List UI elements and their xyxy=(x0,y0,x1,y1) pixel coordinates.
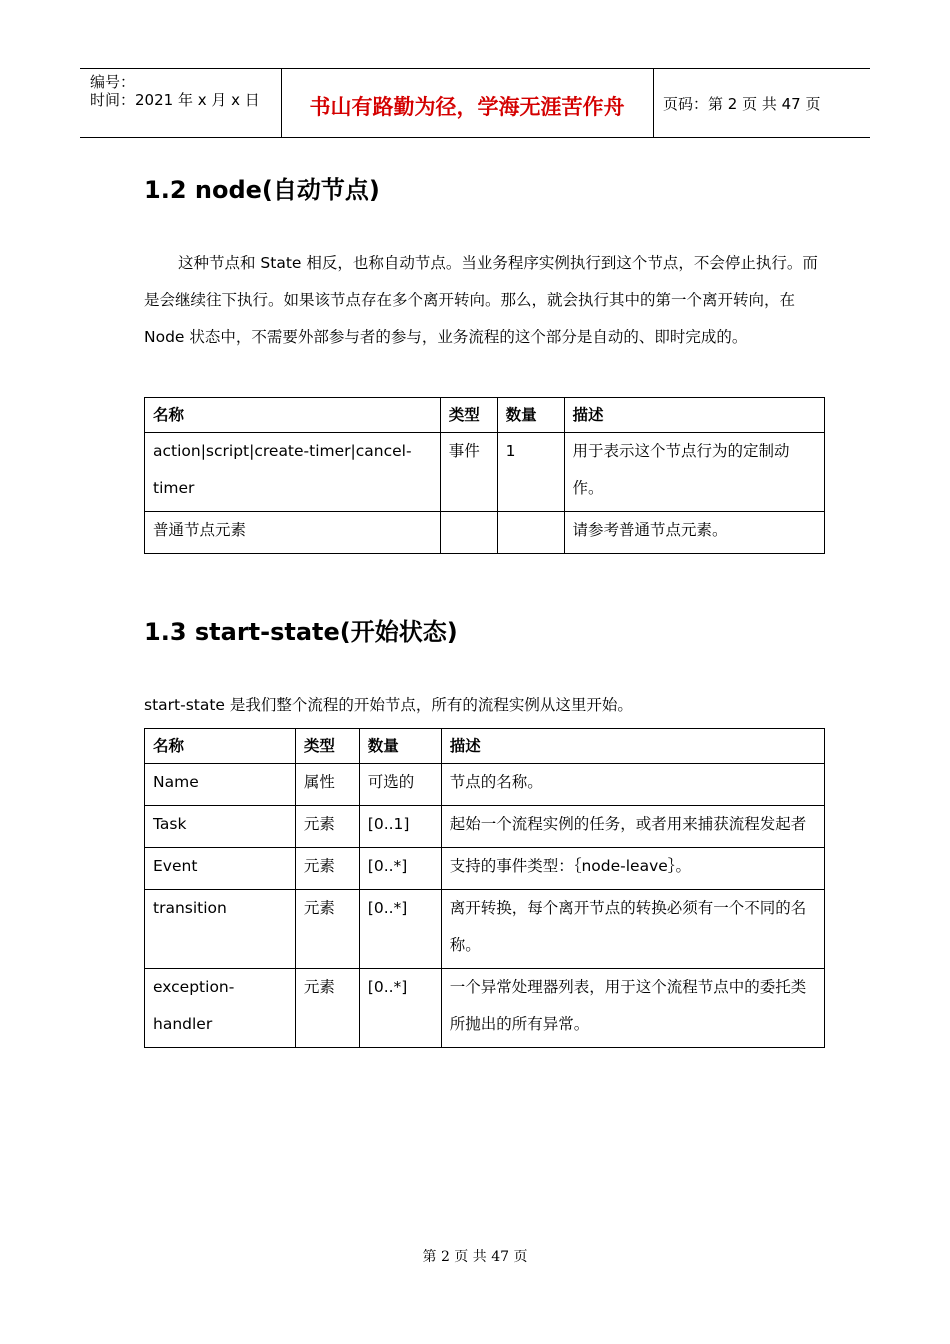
table-cell: 普通节点元素 xyxy=(145,512,441,554)
page-footer: 第 2 页 共 47 页 xyxy=(422,1249,528,1265)
table-cell: [0..*] xyxy=(359,890,441,969)
table-row xyxy=(145,806,825,848)
table-row xyxy=(145,848,825,890)
section-heading-1-3: 1.3 start-state(开始状态) xyxy=(144,618,458,646)
header-page-cell xyxy=(653,69,870,137)
table-cell: 一个异常处理器列表，用于这个流程节点中的委托类所抛出的所有异常。 xyxy=(441,969,824,1048)
table-cell: 元素 xyxy=(295,890,359,969)
table-row xyxy=(145,890,825,969)
page-code: 页码：第 2 页 共 47 页 xyxy=(663,95,821,113)
table-cell: 支持的事件类型：｛node-leave｝。 xyxy=(441,848,824,890)
header-cell: 类型 xyxy=(440,398,497,433)
table-cell: 元素 xyxy=(295,969,359,1048)
header-cell: 描述 xyxy=(564,398,824,433)
header-cell: 数量 xyxy=(497,398,564,433)
start-state-table xyxy=(144,728,825,1048)
number-label: 编号： xyxy=(90,73,136,91)
table-cell: Name xyxy=(145,764,296,806)
table-cell xyxy=(440,512,497,554)
table-cell: 起始一个流程实例的任务，或者用来捕获流程发起者 xyxy=(441,806,824,848)
header-cell: 数量 xyxy=(359,729,441,764)
table-cell: action|script|create-timer|cancel-timer xyxy=(145,433,441,512)
section-heading-1-2: 1.2 node(自动节点) xyxy=(144,176,380,204)
table-cell: 用于表示这个节点行为的定制动作。 xyxy=(564,433,824,512)
table-cell: 节点的名称。 xyxy=(441,764,824,806)
paragraph-text: 这种节点和 State 相反，也称自动节点。当业务程序实例执行到这个节点，不会停止执行。而是会继续往下执行。如果该节点存在多个离开转向。那么，就会执行其中的第一个离开转向，在 Node 状态中，不需要外部参与者的参与，业务流程的这个部分是自动的、即时完成的。 xyxy=(144,254,818,346)
header-cell: 名称 xyxy=(145,398,441,433)
table-cell: 元素 xyxy=(295,806,359,848)
table-row xyxy=(145,969,825,1048)
page-header xyxy=(80,68,870,138)
header-motto-cell xyxy=(281,69,654,137)
time-label: 时间：2021 年 x 月 x 日 xyxy=(90,91,260,109)
table-cell: [0..*] xyxy=(359,848,441,890)
table-cell: [0..1] xyxy=(359,806,441,848)
table-row xyxy=(145,433,825,512)
table-cell: Event xyxy=(145,848,296,890)
table-header-row xyxy=(145,398,825,433)
paragraph-text: start-state 是我们整个流程的开始节点，所有的流程实例从这里开始。 xyxy=(144,696,633,714)
table-row xyxy=(145,512,825,554)
table-cell: 1 xyxy=(497,433,564,512)
section-1-3-paragraph xyxy=(144,687,824,724)
table-cell: 请参考普通节点元素。 xyxy=(564,512,824,554)
motto: 书山有路勤为径，学海无涯苦作舟 xyxy=(309,94,625,119)
table-row xyxy=(145,764,825,806)
table-header-row xyxy=(145,729,825,764)
table-cell xyxy=(497,512,564,554)
table-cell: [0..*] xyxy=(359,969,441,1048)
table-cell: 属性 xyxy=(295,764,359,806)
header-cell: 名称 xyxy=(145,729,296,764)
table-cell: exception-handler xyxy=(145,969,296,1048)
section-1-2-paragraph xyxy=(144,245,824,356)
table-cell: Task xyxy=(145,806,296,848)
header-meta-cell xyxy=(80,69,282,137)
header-cell: 类型 xyxy=(295,729,359,764)
table-cell: 元素 xyxy=(295,848,359,890)
node-table xyxy=(144,397,825,554)
table-cell: 事件 xyxy=(440,433,497,512)
table-cell: transition xyxy=(145,890,296,969)
table-cell: 离开转换，每个离开节点的转换必须有一个不同的名称。 xyxy=(441,890,824,969)
header-cell: 描述 xyxy=(441,729,824,764)
table-cell: 可选的 xyxy=(359,764,441,806)
